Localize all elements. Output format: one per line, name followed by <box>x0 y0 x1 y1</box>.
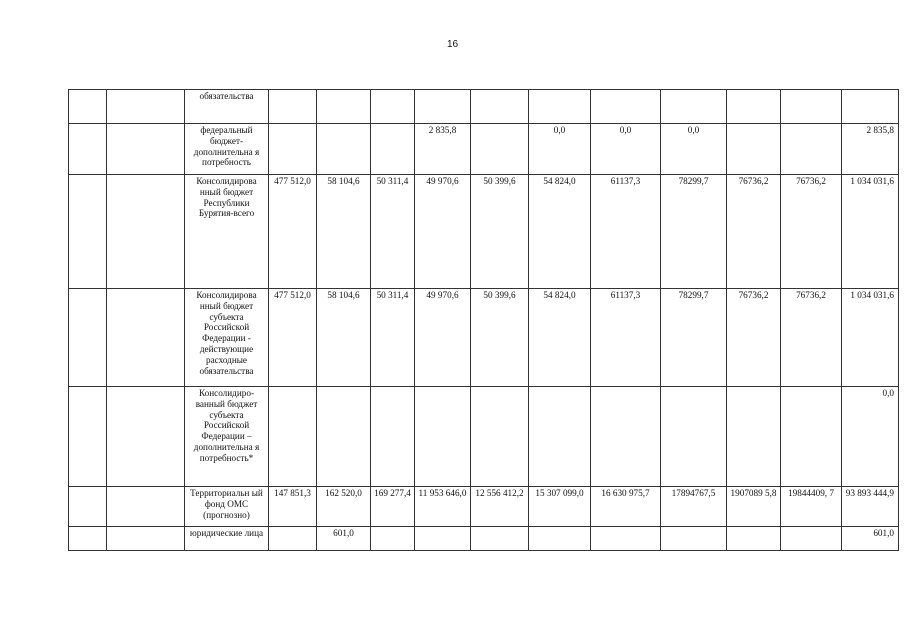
value-cell <box>415 527 471 551</box>
table-row-territorial-fund <box>69 487 899 527</box>
value-cell <box>471 387 529 487</box>
value-cell <box>371 527 415 551</box>
value-cell <box>591 387 661 487</box>
value-cell: 50 311,4 <box>371 289 415 387</box>
table-row-federal-additional <box>69 124 899 175</box>
total-cell: 0,0 <box>842 387 899 487</box>
table-row-obligations <box>69 90 899 124</box>
value-cell: 78299,7 <box>661 289 727 387</box>
value-cell: 54 824,0 <box>529 289 591 387</box>
value-cell: 0,0 <box>591 124 661 175</box>
value-cell: 58 104,6 <box>317 175 371 289</box>
value-cell <box>727 124 781 175</box>
value-cell: 2 835,8 <box>415 124 471 175</box>
row-name: Консолидирова нный бюджет Республики Бурятия-всего <box>185 175 269 289</box>
merged-cell-left <box>69 387 107 487</box>
value-cell: 19844409, 7 <box>781 487 842 527</box>
value-cell: 477 512,0 <box>269 175 317 289</box>
value-cell <box>727 90 781 124</box>
value-cell: 15 307 099,0 <box>529 487 591 527</box>
value-cell: 16 630 975,7 <box>591 487 661 527</box>
value-cell <box>661 527 727 551</box>
value-cell: 601,0 <box>317 527 371 551</box>
value-cell: 58 104,6 <box>317 289 371 387</box>
value-cell <box>471 90 529 124</box>
value-cell <box>781 527 842 551</box>
value-cell: 50 311,4 <box>371 175 415 289</box>
page-number: 16 <box>446 39 459 50</box>
total-cell: 601,0 <box>842 527 899 551</box>
value-cell: 49 970,6 <box>415 175 471 289</box>
row-name: Консолидирова нный бюджет субъекта Российской Федерации - действующие расходные обязательства <box>185 289 269 387</box>
value-cell <box>781 90 842 124</box>
value-cell <box>471 124 529 175</box>
value-cell <box>727 387 781 487</box>
value-cell <box>317 387 371 487</box>
merged-cell-left-2 <box>107 487 185 527</box>
total-cell: 1 034 031,6 <box>842 175 899 289</box>
merged-cell-left <box>69 124 107 175</box>
table-row-consolidated-current <box>69 289 899 387</box>
value-cell <box>415 387 471 487</box>
merged-cell-left-2 <box>107 527 185 551</box>
row-name: Консолидиро-ванный бюджет субъекта Российской Федерации – дополнительна я потребность* <box>185 387 269 487</box>
budget-table <box>68 89 899 551</box>
total-cell: 2 835,8 <box>842 124 899 175</box>
value-cell <box>781 387 842 487</box>
value-cell: 76736,2 <box>781 289 842 387</box>
value-cell: 76736,2 <box>727 289 781 387</box>
value-cell: 0,0 <box>661 124 727 175</box>
merged-cell-left-2 <box>107 124 185 175</box>
value-cell: 0,0 <box>529 124 591 175</box>
row-name: юридические лица <box>185 527 269 551</box>
value-cell: 11 953 646,0 <box>415 487 471 527</box>
value-cell <box>781 124 842 175</box>
value-cell <box>529 387 591 487</box>
value-cell <box>591 90 661 124</box>
row-name: Территориальн ый фонд ОМС (прогнозно) <box>185 487 269 527</box>
value-cell: 61137,3 <box>591 175 661 289</box>
merged-cell-left-2 <box>107 90 185 124</box>
value-cell: 12 556 412,2 <box>471 487 529 527</box>
row-name: обязательства <box>185 90 269 124</box>
value-cell <box>269 90 317 124</box>
merged-cell-left <box>69 289 107 387</box>
value-cell: 169 277,4 <box>371 487 415 527</box>
row-name: федеральный бюджет-дополнительна я потребность <box>185 124 269 175</box>
merged-cell-left-2 <box>107 387 185 487</box>
value-cell: 50 399,6 <box>471 175 529 289</box>
total-cell: 1 034 031,6 <box>842 289 899 387</box>
table-row-consolidated-total <box>69 175 899 289</box>
budget-table-body <box>69 90 899 551</box>
value-cell <box>471 527 529 551</box>
value-cell: 50 399,6 <box>471 289 529 387</box>
value-cell <box>529 90 591 124</box>
value-cell <box>317 124 371 175</box>
value-cell <box>415 90 471 124</box>
value-cell: 17894767,5 <box>661 487 727 527</box>
value-cell: 61137,3 <box>591 289 661 387</box>
value-cell: 1907089 5,8 <box>727 487 781 527</box>
value-cell: 147 851,3 <box>269 487 317 527</box>
value-cell <box>371 124 415 175</box>
value-cell <box>269 124 317 175</box>
total-cell <box>842 90 899 124</box>
total-cell: 93 893 444,9 <box>842 487 899 527</box>
value-cell: 49 970,6 <box>415 289 471 387</box>
table-row-consolidated-additional <box>69 387 899 487</box>
merged-cell-left <box>69 175 107 289</box>
value-cell <box>661 387 727 487</box>
value-cell <box>727 527 781 551</box>
table-row-legal-entities <box>69 527 899 551</box>
value-cell: 54 824,0 <box>529 175 591 289</box>
value-cell <box>371 387 415 487</box>
value-cell <box>661 90 727 124</box>
value-cell: 78299,7 <box>661 175 727 289</box>
merged-cell-left <box>69 90 107 124</box>
value-cell <box>371 90 415 124</box>
value-cell: 162 520,0 <box>317 487 371 527</box>
merged-cell-left-2 <box>107 289 185 387</box>
merged-cell-left <box>69 527 107 551</box>
value-cell <box>269 527 317 551</box>
value-cell: 76736,2 <box>727 175 781 289</box>
merged-cell-left <box>69 487 107 527</box>
value-cell <box>529 527 591 551</box>
value-cell <box>317 90 371 124</box>
value-cell <box>269 387 317 487</box>
value-cell: 477 512,0 <box>269 289 317 387</box>
merged-cell-left-2 <box>107 175 185 289</box>
value-cell: 76736,2 <box>781 175 842 289</box>
value-cell <box>591 527 661 551</box>
